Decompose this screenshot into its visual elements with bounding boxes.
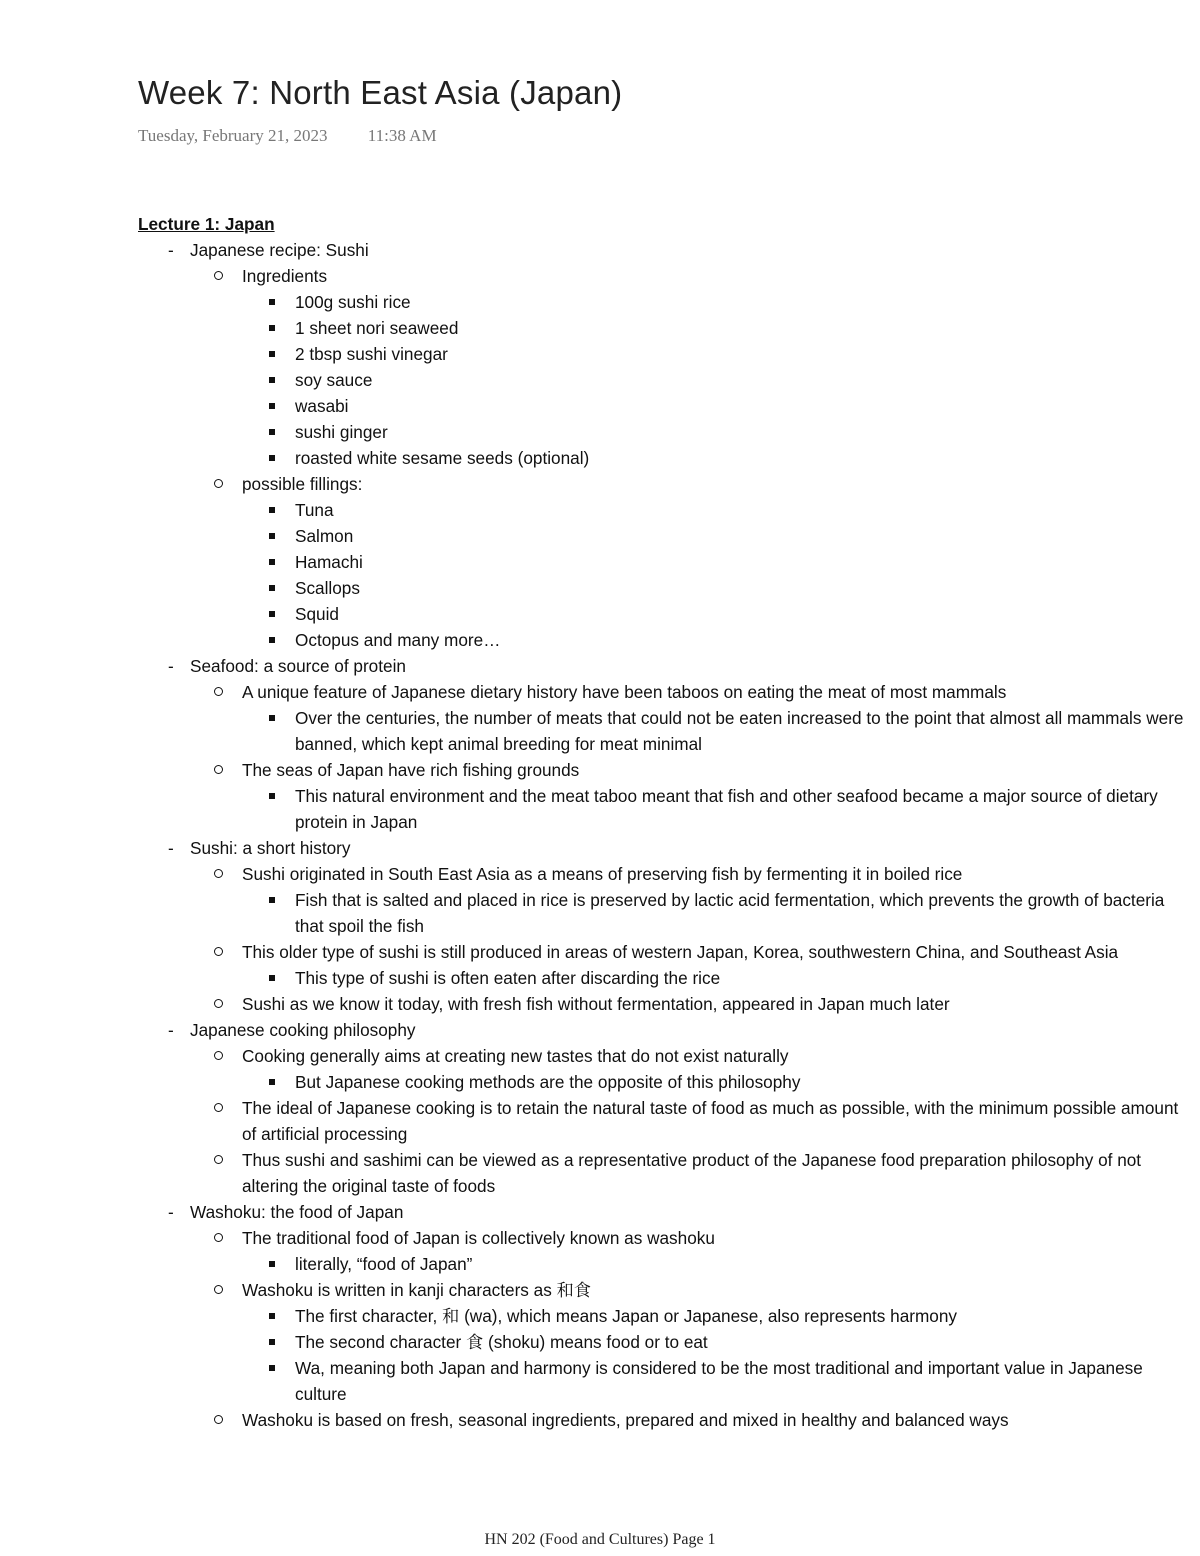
outline-item-text: The second character 食 (shoku) means food or to eat [295, 1332, 708, 1352]
outline-item-level-2 [138, 471, 1193, 497]
outline-item-text: Wa, meaning both Japan and harmony is considered to be the most traditional and important value in Japanese culture [295, 1358, 1143, 1404]
outline-item-level-1 [138, 835, 1193, 861]
square-bullet-icon [269, 637, 275, 643]
square-bullet-icon [269, 1313, 275, 1319]
square-bullet-icon [269, 533, 275, 539]
circle-bullet-icon [214, 765, 223, 774]
circle-bullet-icon [214, 999, 223, 1008]
dash-bullet: - [168, 1202, 174, 1222]
dash-bullet: - [168, 240, 174, 260]
outline-item-text: Japanese recipe: Sushi [190, 240, 369, 260]
outline-item-text: Salmon [295, 526, 354, 546]
outline-item-text: Sushi: a short history [190, 838, 351, 858]
circle-bullet-icon [214, 1285, 223, 1294]
outline-item-text: This type of sushi is often eaten after discarding the rice [295, 968, 721, 988]
outline-item-level-3 [138, 887, 1193, 939]
outline-item-level-3 [138, 367, 1193, 393]
outline-item-level-3 [138, 419, 1193, 445]
outline-item-level-2 [138, 1277, 1193, 1303]
square-bullet-icon [269, 351, 275, 357]
outline-item-text: Washoku is based on fresh, seasonal ingredients, prepared and mixed in healthy and balanced ways [242, 1410, 1009, 1430]
circle-bullet-icon [214, 869, 223, 878]
square-bullet-icon [269, 611, 275, 617]
square-bullet-icon [269, 715, 275, 721]
outline-item-level-3 [138, 289, 1193, 315]
outline-item-text: The first character, 和 (wa), which means Japan or Japanese, also represents harmony [295, 1306, 958, 1326]
page-footer: HN 202 (Food and Cultures) Page 1 [484, 1531, 716, 1548]
outline-item-level-1 [138, 1017, 1193, 1043]
square-bullet-icon [269, 1261, 275, 1267]
outline-item-text: Tuna [295, 500, 334, 520]
outline-item-level-3 [138, 601, 1193, 627]
outline-item-level-3 [138, 1303, 1193, 1329]
outline-item-text: Washoku: the food of Japan [190, 1202, 404, 1222]
outline-item-level-2 [138, 679, 1193, 705]
square-bullet-icon [269, 455, 275, 461]
outline-item-level-2 [138, 861, 1193, 887]
circle-bullet-icon [214, 1051, 223, 1060]
outline-item-level-3 [138, 965, 1193, 991]
square-bullet-icon [269, 403, 275, 409]
circle-bullet-icon [214, 479, 223, 488]
outline-list [138, 237, 1193, 1433]
outline-item-level-3 [138, 549, 1193, 575]
outline-item-level-3 [138, 1069, 1193, 1095]
outline-item-text: Seafood: a source of protein [190, 656, 406, 676]
outline-item-level-2 [138, 991, 1193, 1017]
outline-item-level-3 [138, 315, 1193, 341]
outline-item-text: Over the centuries, the number of meats that could not be eaten increased to the point that almost all mammals were banned, which kept animal breeding for meat minimal [295, 708, 1184, 754]
outline-item-text: This older type of sushi is still produced in areas of western Japan, Korea, southwestern China, and Southeast Asia [242, 942, 1119, 962]
dash-bullet: - [168, 838, 174, 858]
circle-bullet-icon [214, 1415, 223, 1424]
outline-item-text: Ingredients [242, 266, 328, 286]
square-bullet-icon [269, 559, 275, 565]
outline-item-level-2 [138, 1043, 1193, 1069]
circle-bullet-icon [214, 1103, 223, 1112]
outline-item-level-3 [138, 575, 1193, 601]
square-bullet-icon [269, 897, 275, 903]
outline-item-text: But Japanese cooking methods are the opposite of this philosophy [295, 1072, 801, 1092]
page-meta [138, 126, 437, 146]
note-content [138, 211, 1193, 1433]
outline-item-text: 100g sushi rice [295, 292, 411, 312]
circle-bullet-icon [214, 1233, 223, 1242]
outline-item-text: literally, “food of Japan” [295, 1254, 473, 1274]
outline-item-level-3 [138, 783, 1193, 835]
outline-item-level-2 [138, 1225, 1193, 1251]
outline-item-level-2 [138, 939, 1193, 965]
outline-item-level-3 [138, 627, 1193, 653]
outline-item-level-3 [138, 393, 1193, 419]
outline-item-text: Squid [295, 604, 339, 624]
square-bullet-icon [269, 1365, 275, 1371]
page-date: Tuesday, February 21, 2023 [138, 126, 328, 145]
outline-item-level-2 [138, 1407, 1193, 1433]
square-bullet-icon [269, 377, 275, 383]
outline-item-text: This natural environment and the meat taboo meant that fish and other seafood became a major source of dietary protein in Japan [295, 786, 1158, 832]
square-bullet-icon [269, 793, 275, 799]
outline-item-text: Cooking generally aims at creating new tastes that do not exist naturally [242, 1046, 789, 1066]
square-bullet-icon [269, 1079, 275, 1085]
circle-bullet-icon [214, 947, 223, 956]
outline-item-level-3 [138, 523, 1193, 549]
square-bullet-icon [269, 585, 275, 591]
outline-item-text: Thus sushi and sashimi can be viewed as a representative product of the Japanese food preparation philosophy of not altering the original taste of foods [242, 1150, 1142, 1196]
outline-item-text: Scallops [295, 578, 360, 598]
outline-item-text: Sushi as we know it today, with fresh fish without fermentation, appeared in Japan much later [242, 994, 950, 1014]
outline-item-text: Hamachi [295, 552, 363, 572]
outline-item-text: possible fillings: [242, 474, 363, 494]
outline-item-text: Fish that is salted and placed in rice is preserved by lactic acid fermentation, which prevents the growth of bacteria that spoil the fish [295, 890, 1165, 936]
outline-item-text: soy sauce [295, 370, 373, 390]
outline-item-text: Octopus and many more… [295, 630, 501, 650]
outline-item-level-3 [138, 1251, 1193, 1277]
outline-item-level-2 [138, 1095, 1193, 1147]
dash-bullet: - [168, 656, 174, 676]
outline-item-text: sushi ginger [295, 422, 388, 442]
outline-item-level-1 [138, 237, 1193, 263]
outline-item-level-2 [138, 1147, 1193, 1199]
outline-item-level-2 [138, 757, 1193, 783]
section-heading: Lecture 1: Japan [138, 214, 275, 234]
square-bullet-icon [269, 299, 275, 305]
outline-item-text: Washoku is written in kanji characters as 和食 [242, 1280, 591, 1300]
outline-item-text: 1 sheet nori seaweed [295, 318, 459, 338]
outline-item-text: The seas of Japan have rich fishing grounds [242, 760, 580, 780]
outline-item-text: The traditional food of Japan is collectively known as washoku [242, 1228, 715, 1248]
page-time: 11:38 AM [367, 126, 437, 145]
outline-item-level-3 [138, 1355, 1193, 1407]
outline-item-text: Sushi originated in South East Asia as a means of preserving fish by fermenting it in boiled rice [242, 864, 963, 884]
outline-item-level-1 [138, 1199, 1193, 1225]
outline-item-text: Japanese cooking philosophy [190, 1020, 416, 1040]
outline-item-text: A unique feature of Japanese dietary history have been taboos on eating the meat of most mammals [242, 682, 1007, 702]
outline-item-text: 2 tbsp sushi vinegar [295, 344, 448, 364]
outline-item-text: wasabi [295, 396, 349, 416]
outline-item-text: The ideal of Japanese cooking is to retain the natural taste of food as much as possible, with the minimum possible amount of artificial processing [242, 1098, 1179, 1144]
square-bullet-icon [269, 507, 275, 513]
square-bullet-icon [269, 975, 275, 981]
outline-item-level-3 [138, 445, 1193, 471]
circle-bullet-icon [214, 1155, 223, 1164]
dash-bullet: - [168, 1020, 174, 1040]
square-bullet-icon [269, 1339, 275, 1345]
outline-item-level-3 [138, 1329, 1193, 1355]
outline-item-level-3 [138, 497, 1193, 523]
square-bullet-icon [269, 429, 275, 435]
outline-item-level-2 [138, 263, 1193, 289]
outline-item-text: roasted white sesame seeds (optional) [295, 448, 590, 468]
circle-bullet-icon [214, 687, 223, 696]
outline-item-level-3 [138, 341, 1193, 367]
outline-item-level-3 [138, 705, 1193, 757]
outline-item-level-1 [138, 653, 1193, 679]
circle-bullet-icon [214, 271, 223, 280]
page-title: Week 7: North East Asia (Japan) [138, 74, 623, 111]
square-bullet-icon [269, 325, 275, 331]
